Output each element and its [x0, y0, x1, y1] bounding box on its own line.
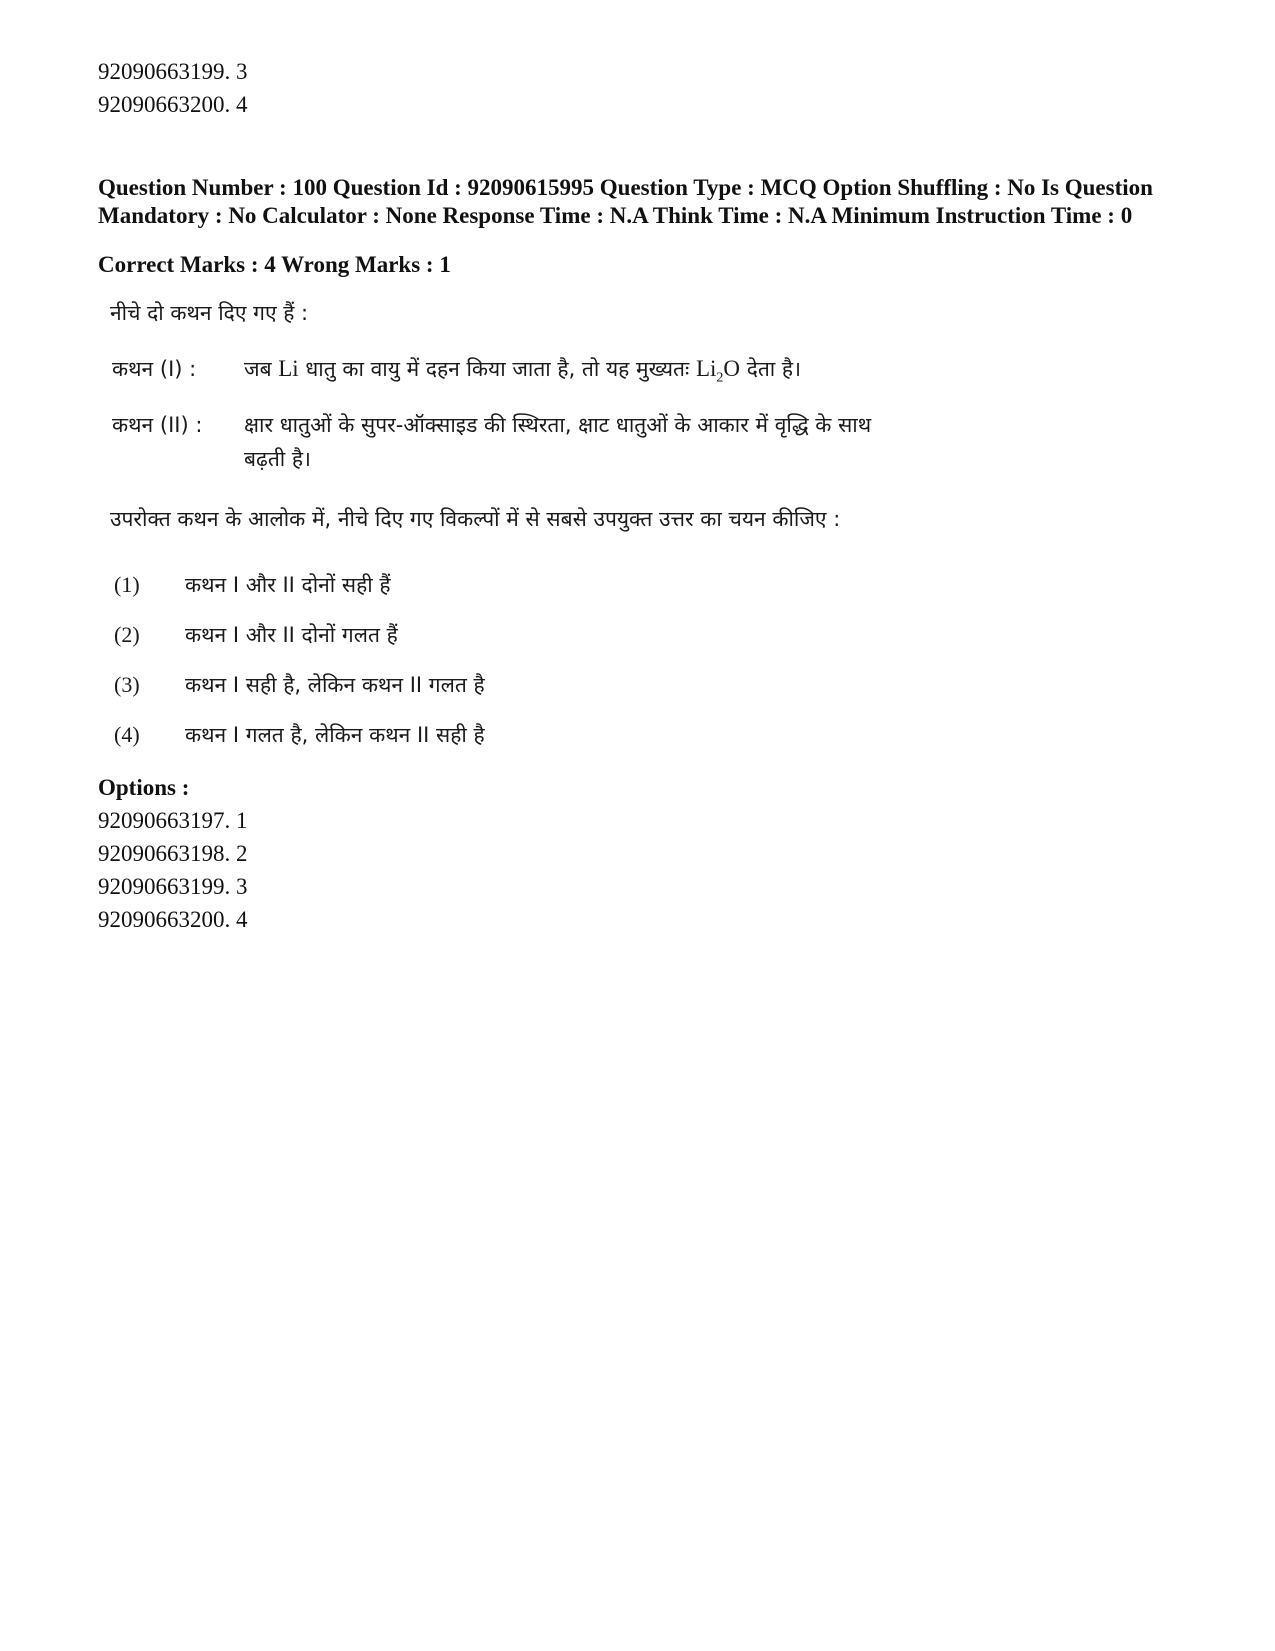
prev-option-3: 92090663199. 3: [98, 59, 248, 84]
choice-1-number: (1): [114, 572, 140, 597]
statement-1-label: कथन (I) :: [112, 357, 197, 381]
question-intro: नीचे दो कथन दिए गए हैं :: [110, 301, 309, 325]
options-heading: Options :: [98, 775, 190, 800]
marks-line: Correct Marks : 4 Wrong Marks : 1: [98, 252, 451, 277]
choice-4-text: कथन I गलत है, लेकिन कथन II सही है: [185, 723, 485, 747]
question-instruction: उपरोक्त कथन के आलोक में, नीचे दिए गए विकल्पों में से सबसे उपयुक्त उत्तर का चयन कीजिए :: [110, 507, 841, 531]
prev-option-4: 92090663200. 4: [98, 92, 248, 117]
option-item-2: 92090663198. 2: [98, 841, 248, 866]
statement-1-text: जब Li धातु का वायु में दहन किया जाता है, तो यह मुख्यतः $Li_2O$ देता है।: [244, 356, 802, 386]
option-item-3: 92090663199. 3: [98, 874, 248, 899]
statement-2-line-2: बढ़ती है।: [244, 447, 312, 471]
option-item-4: 92090663200. 4: [98, 907, 248, 932]
choice-4-number: (4): [114, 722, 140, 747]
choice-3-number: (3): [114, 672, 140, 697]
question-header: Question Number : 100 Question Id : 92090615995 Question Type : MCQ Option Shuffling : No Is Question Mandatory : No Calculator : None Response Time : N.A Think Time : N.A Minimum Instruction Time : 0: [98, 175, 1153, 228]
statement-2-line-1: क्षार धातुओं के सुपर-ऑक्साइड की स्थिरता, क्षाट धातुओं के आकार में वृद्धि के साथ: [244, 413, 872, 437]
choice-1-text: कथन I और II दोनों सही हैं: [185, 573, 391, 597]
option-item-1: 92090663197. 1: [98, 808, 248, 833]
choice-2-number: (2): [114, 622, 140, 647]
statement-2-label: कथन (II) :: [112, 413, 203, 437]
choice-3-text: कथन I सही है, लेकिन कथन II गलत है: [185, 673, 485, 697]
formula-li2o: $Li_2O$: [695, 356, 741, 386]
choice-2-text: कथन I और II दोनों गलत हैं: [185, 623, 398, 647]
statement-2-text: [244, 408, 1054, 476]
